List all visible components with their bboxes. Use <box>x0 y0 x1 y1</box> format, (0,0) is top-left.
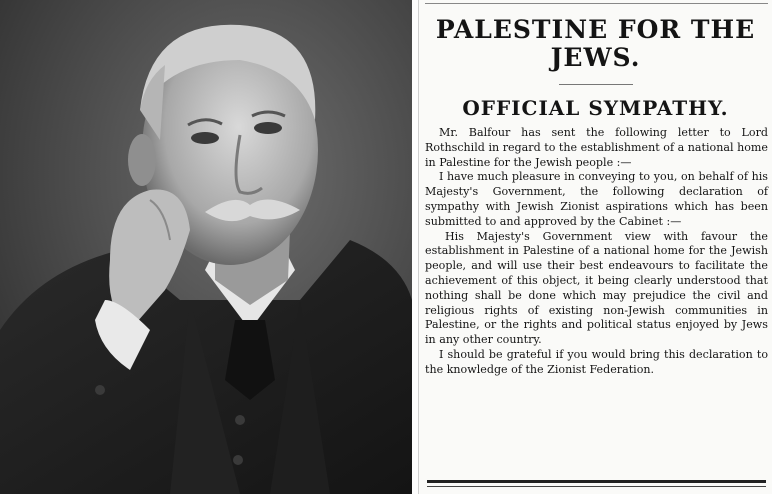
article-body <box>425 126 768 378</box>
bottom-rule-thin <box>427 486 766 487</box>
paragraph-closing: I should be grateful if you would bring this declaration to the knowledge of the Zionist Federation. <box>425 347 768 376</box>
headline-line-2: JEWS. <box>550 43 641 72</box>
paragraph-intro: Mr. Balfour has sent the following letter to Lord Rothschild in regard to the establishment of a national home in Palestine for the Jewish people :— <box>425 126 768 169</box>
top-rule <box>425 3 768 4</box>
headline <box>419 16 772 72</box>
newspaper-clipping <box>418 0 772 494</box>
paragraph-letter: I have much pleasure in conveying to you, on behalf of his Majesty's Government, the following declaration of sympathy with Jewish Zionist aspirations which has been submitted to and approved by the Cabinet :— <box>425 170 768 228</box>
section-rule <box>559 84 633 85</box>
subheadline: OFFICIAL SYMPATHY. <box>462 96 729 120</box>
bottom-rule <box>427 480 766 483</box>
paragraph-declaration: His Majesty's Government view with favour the establishment in Palestine of a national home for the Jewish people, and will use their best endeavours to facilitate the achievement of this object, it being clearly understood that nothing shall be done which may prejudice the civil and religious rights of existing non-Jewish communities in Palestine, or the rights and political status enjoyed by Jews in any other country. <box>425 229 768 347</box>
headline-line-1: PALESTINE FOR THE <box>435 15 756 44</box>
